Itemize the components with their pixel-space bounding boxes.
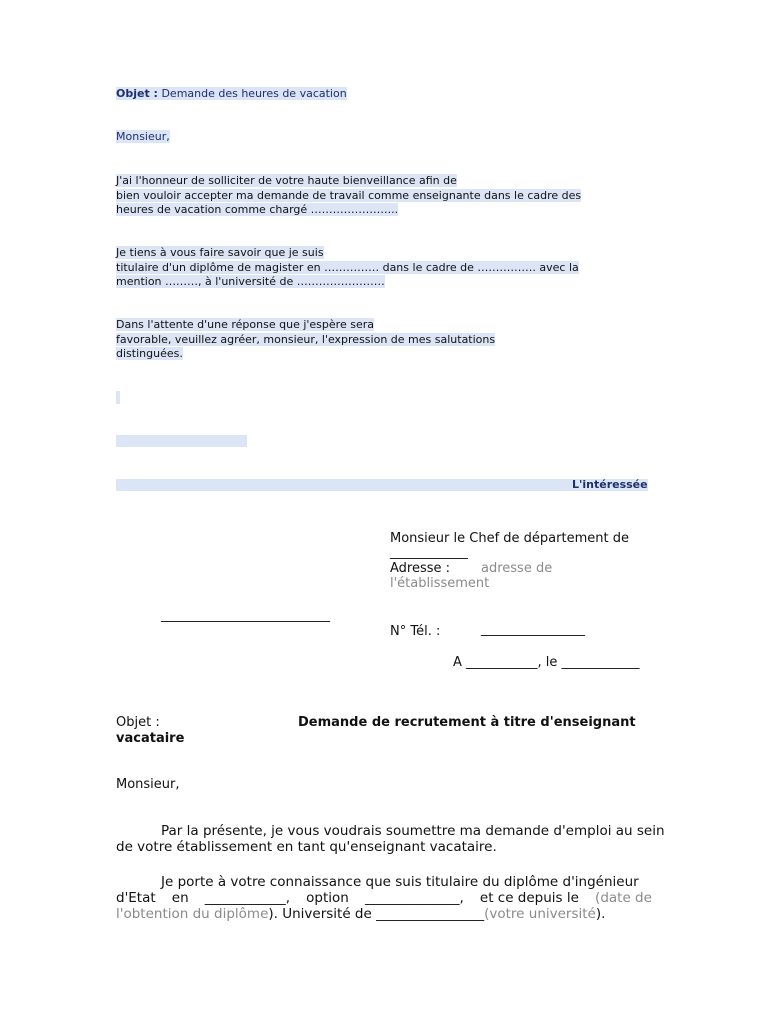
- letter1-paragraph-3: [116, 318, 495, 362]
- p2-hint: (votre université: [484, 906, 596, 922]
- letter2-p1-line: de votre établissement en tant qu'enseignant vacataire.: [116, 839, 497, 855]
- p2-hint: (date de: [595, 890, 652, 906]
- letter2-objet-title-cont: vacataire: [116, 731, 185, 746]
- letter1-p1-line: heures de vacation comme chargé …………………...: [116, 203, 399, 216]
- p2-hint: l'obtention du diplôme: [116, 906, 269, 922]
- letter2-p2-line: [116, 890, 652, 906]
- letter1-salutation-text: Monsieur,: [116, 130, 170, 143]
- letter1-p3-line: Dans l'attente d'une réponse que j'espère sera: [116, 318, 374, 331]
- letter1-signature: L'intéressée: [572, 478, 648, 491]
- adresse-hint-2: l'établissement: [390, 576, 490, 591]
- letter1-p3-line: favorable, veuillez agréer, monsieur, l'expression de mes salutations: [116, 332, 496, 346]
- letter1-p2-line: Je tiens à vous faire savoir que je suis: [116, 246, 324, 259]
- signature-highlight-row: [116, 479, 648, 491]
- letter1-paragraph-2: [116, 246, 579, 290]
- p2-word: ____________,: [204, 890, 291, 906]
- letter1-p2-line: mention ………, à l'université de ……………………: [116, 275, 385, 288]
- letter1-objet-label: Objet :: [116, 87, 158, 100]
- letter1-p1-line: J'ai l'honneur de solliciter de votre haute bienveillance afin de: [116, 174, 457, 187]
- place-date-line: A ___________, le ____________: [453, 655, 640, 670]
- p2-word: en: [171, 890, 189, 906]
- tel-label: N° Tél. :: [390, 624, 441, 639]
- letter1-objet-text: Demande des heures de vacation: [157, 87, 347, 100]
- p2-word: et ce depuis le: [479, 890, 579, 906]
- highlight-fragment: [116, 391, 120, 404]
- highlight-fragment: [116, 435, 247, 447]
- sender-blank: __________________________: [161, 608, 330, 623]
- letter2-p2-line: [116, 906, 652, 922]
- letter2-objet-title: Demande de recrutement à titre d'enseignant: [298, 715, 636, 730]
- letter1-salutation: [116, 130, 170, 145]
- p2-word: option: [306, 890, 349, 906]
- p2-word: d'Etat: [116, 890, 156, 906]
- p2-text: ). Université de ________________: [268, 906, 485, 922]
- adresse-hint: adresse de: [481, 561, 553, 576]
- adresse-label: Adresse :: [390, 561, 451, 576]
- p2-text: ).: [595, 906, 606, 922]
- letter1-objet-line: [116, 87, 347, 102]
- letter2-p2-line: Je porte à votre connaissance que suis titulaire du diplôme d'ingénieur: [161, 874, 639, 890]
- letter2-p1-line: Par la présente, je vous voudrais soumettre ma demande d'emploi au sein: [161, 823, 665, 839]
- p2-word: ______________,: [364, 890, 464, 906]
- tel-blank: ________________: [481, 622, 585, 637]
- letter2-paragraph-1: [116, 823, 665, 855]
- letter1-p3-line: distinguées.: [116, 347, 183, 360]
- letter2-salutation: Monsieur,: [116, 777, 180, 792]
- recipient-blank: ____________: [390, 545, 468, 560]
- recipient-line: Monsieur le Chef de département de: [390, 531, 629, 546]
- letter2-paragraph-2: [116, 874, 652, 922]
- letter2-objet-label: Objet :: [116, 715, 160, 730]
- letter1-p1-line: bien vouloir accepter ma demande de travail comme enseignante dans le cadre des: [116, 188, 582, 202]
- letter1-p2-line: titulaire d'un diplôme de magister en …………… dans le cadre de ……………. avec la: [116, 260, 579, 274]
- letter1-paragraph-1: [116, 174, 581, 218]
